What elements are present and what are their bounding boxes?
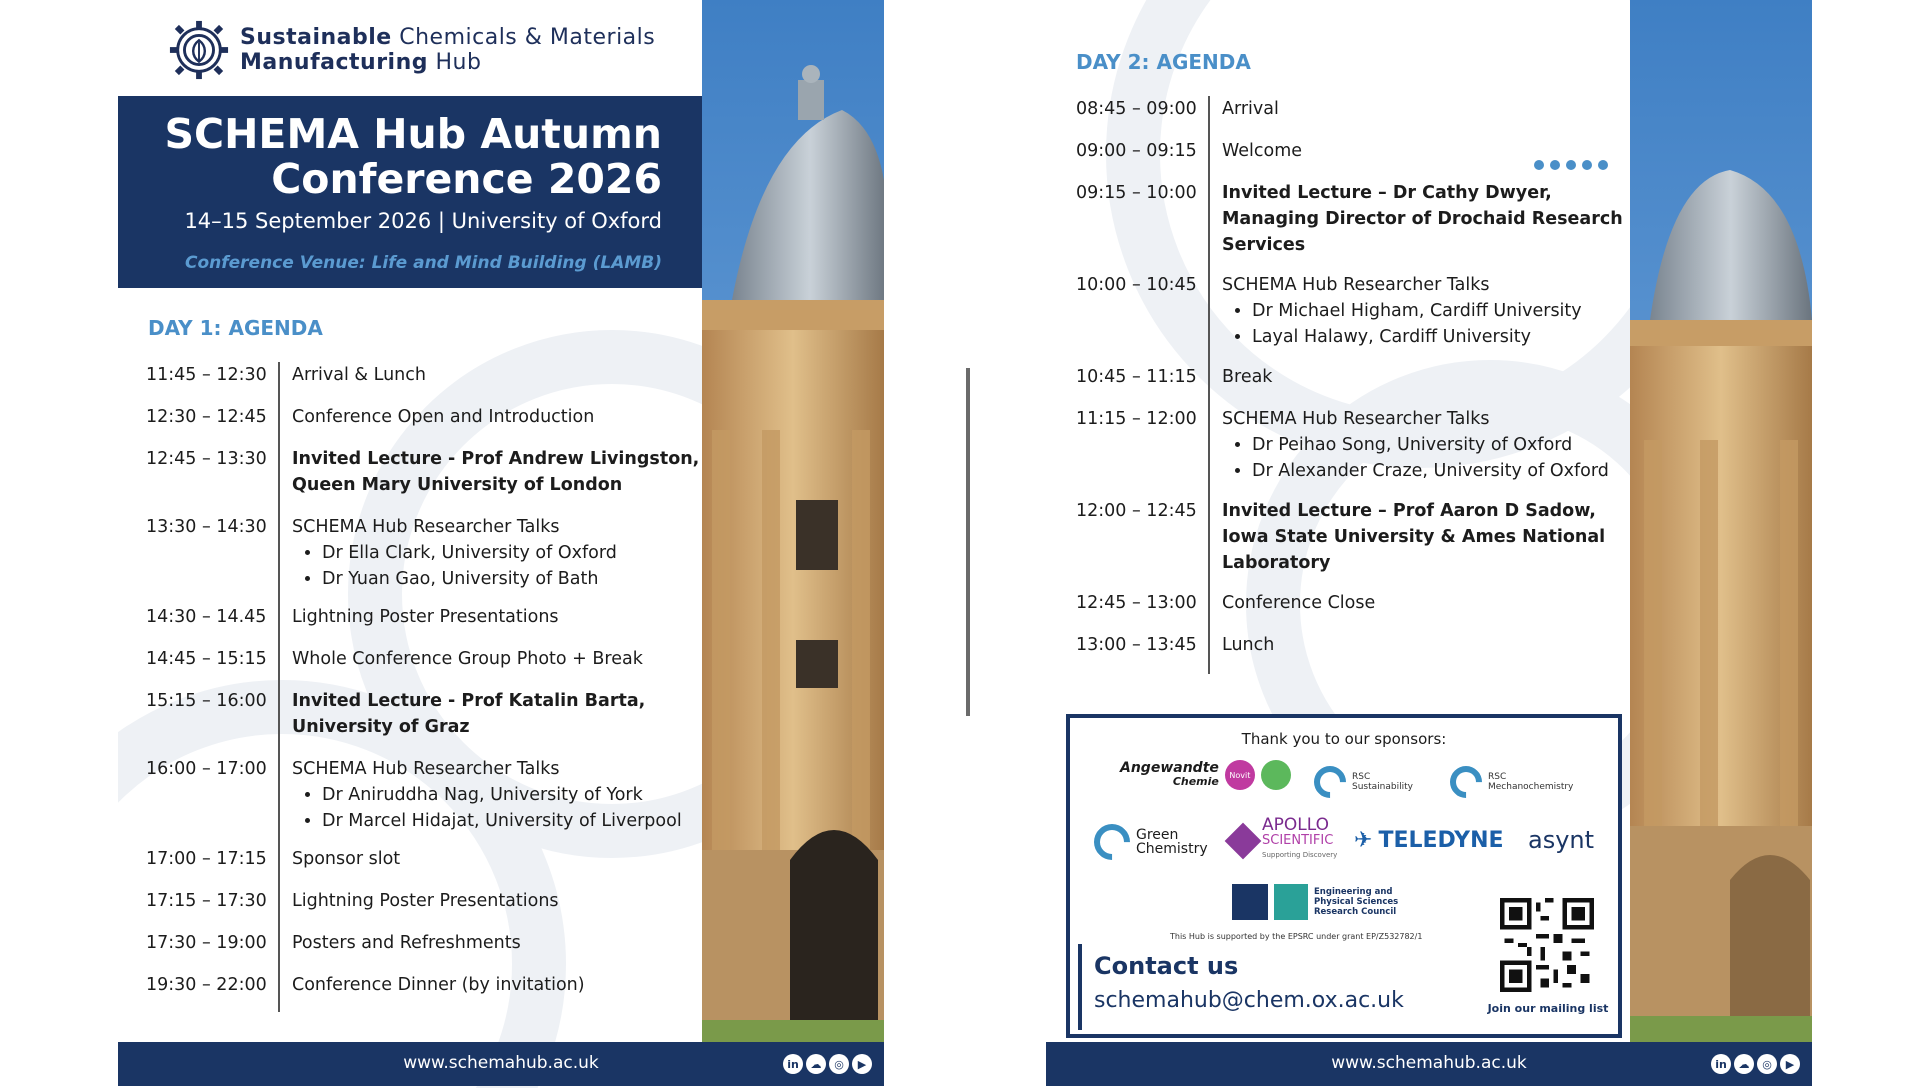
agenda-description-line: Lightning Poster Presentations bbox=[292, 891, 559, 911]
agenda-description-line: Conference Dinner (by invitation) bbox=[292, 975, 585, 995]
agenda-description bbox=[1222, 272, 1582, 350]
agenda-description-line: SCHEMA Hub Researcher Talks bbox=[292, 759, 560, 779]
agenda-time: 17:00 – 17:15 bbox=[146, 849, 267, 869]
agenda-description bbox=[292, 604, 559, 630]
agenda-time: 11:15 – 12:00 bbox=[1076, 409, 1197, 429]
instagram-icon[interactable]: ◎ bbox=[829, 1054, 849, 1074]
bluesky-icon[interactable]: ☁ bbox=[806, 1054, 826, 1074]
agenda-description-line: University of Graz bbox=[292, 717, 470, 737]
agenda-page-day1 bbox=[118, 0, 884, 1088]
agenda-description-line: Whole Conference Group Photo + Break bbox=[292, 649, 643, 669]
hub-logo bbox=[168, 18, 655, 82]
green-chemistry-logo bbox=[1094, 824, 1208, 860]
footer-bar bbox=[118, 1042, 884, 1086]
agenda-time: 12:00 – 12:45 bbox=[1076, 501, 1197, 521]
logo-word: Research Council bbox=[1314, 907, 1397, 917]
social-links bbox=[783, 1054, 872, 1074]
speaker-item: • Dr Peihao Song, University of Oxford bbox=[1252, 432, 1609, 458]
epsrc-logo bbox=[1232, 884, 1398, 920]
rsc-mechanochemistry-logo bbox=[1450, 766, 1573, 798]
speaker-list bbox=[1222, 432, 1609, 484]
agenda-time: 19:30 – 22:00 bbox=[146, 975, 267, 995]
mailing-list-label[interactable]: Join our mailing list bbox=[1487, 1002, 1609, 1015]
agenda-time: 09:00 – 09:15 bbox=[1076, 141, 1197, 161]
agenda-time: 16:00 – 17:00 bbox=[146, 759, 267, 779]
logo-word: APOLLO bbox=[1262, 815, 1329, 835]
agenda-time: 12:45 – 13:00 bbox=[1076, 593, 1197, 613]
grant-statement: This Hub is supported by the EPSRC under grant EP/Z532782/1 bbox=[1170, 932, 1423, 941]
agenda-time: 12:45 – 13:30 bbox=[146, 449, 267, 469]
agenda-time: 10:00 – 10:45 bbox=[1076, 275, 1197, 295]
agenda-description-line: Lightning Poster Presentations bbox=[292, 607, 559, 627]
logo-word: RSC bbox=[1488, 772, 1507, 782]
radcliffe-camera-photo bbox=[1630, 0, 1812, 1042]
agenda-description-line: Arrival & Lunch bbox=[292, 365, 426, 385]
speaker-list bbox=[1222, 298, 1582, 350]
speaker-list bbox=[292, 782, 682, 834]
logo-word: Sustainable bbox=[240, 25, 392, 50]
agenda-description bbox=[292, 888, 559, 914]
agenda-time: 08:45 – 09:00 bbox=[1076, 99, 1197, 119]
agenda-time: 14:45 – 15:15 bbox=[146, 649, 267, 669]
logo-word: Chemistry bbox=[1136, 841, 1208, 857]
agenda-time: 13:00 – 13:45 bbox=[1076, 635, 1197, 655]
conference-dates: 14–15 September 2026 | University of Oxford bbox=[184, 209, 662, 233]
logo-word: Chemie bbox=[1172, 775, 1219, 788]
logo-word: Mechanochemistry bbox=[1488, 782, 1574, 792]
agenda-time: 10:45 – 11:15 bbox=[1076, 367, 1197, 387]
agenda-description bbox=[1222, 96, 1279, 122]
youtube-icon[interactable]: ▶ bbox=[852, 1054, 872, 1074]
agenda-description bbox=[292, 514, 617, 592]
contact-section bbox=[1078, 944, 1522, 1030]
agenda-description-line: SCHEMA Hub Researcher Talks bbox=[292, 517, 560, 537]
speaker-item: • Dr Ella Clark, University of Oxford bbox=[322, 540, 617, 566]
agenda-description-line: Managing Director of Drochaid Research bbox=[1222, 209, 1623, 229]
logo-word: asynt bbox=[1528, 826, 1595, 854]
badge-icon bbox=[1261, 760, 1291, 790]
logo-word: Supporting Discovery bbox=[1262, 851, 1338, 859]
agenda-description-line: Break bbox=[1222, 367, 1273, 387]
agenda-time: 17:30 – 19:00 bbox=[146, 933, 267, 953]
day1-heading: DAY 1: AGENDA bbox=[148, 316, 323, 340]
agenda-description bbox=[292, 404, 594, 430]
agenda-description bbox=[292, 846, 400, 872]
agenda-description-line: Arrival bbox=[1222, 99, 1279, 119]
speaker-item: • Dr Michael Higham, Cardiff University bbox=[1252, 298, 1582, 324]
agenda-description bbox=[292, 446, 699, 498]
agenda-time: 13:30 – 14:30 bbox=[146, 517, 267, 537]
logo-word: Chemicals & Materials bbox=[391, 25, 656, 50]
agenda-description-line: Welcome bbox=[1222, 141, 1303, 161]
agenda-description bbox=[1222, 138, 1302, 164]
agenda-description-line: Sponsor slot bbox=[292, 849, 401, 869]
agenda-description-line: Conference Open and Introduction bbox=[292, 407, 595, 427]
agenda-description-line: Conference Close bbox=[1222, 593, 1376, 613]
agenda-description-line: Iowa State University & Ames National bbox=[1222, 527, 1606, 547]
contact-heading: Contact us bbox=[1094, 952, 1239, 980]
conference-title-banner bbox=[118, 96, 702, 288]
contact-email[interactable]: schemahub@chem.ox.ac.uk bbox=[1094, 988, 1404, 1013]
conference-title bbox=[165, 112, 663, 202]
agenda-description bbox=[292, 688, 645, 740]
agenda-description-line: Services bbox=[1222, 235, 1306, 255]
agenda-description-line: SCHEMA Hub Researcher Talks bbox=[1222, 409, 1490, 429]
mailing-list-qr-code[interactable] bbox=[1500, 898, 1594, 992]
agenda-description bbox=[1222, 590, 1375, 616]
website-link[interactable]: www.schemahub.ac.uk bbox=[403, 1053, 599, 1073]
agenda-time: 14:30 – 14.45 bbox=[146, 607, 267, 627]
angewandte-logo bbox=[1120, 760, 1291, 790]
agenda-divider bbox=[278, 362, 280, 1012]
agenda-description bbox=[1222, 406, 1609, 484]
conference-venue: Conference Venue: Life and Mind Building (LAMB) bbox=[184, 253, 662, 273]
agenda-description-line: Lunch bbox=[1222, 635, 1275, 655]
speaker-item: • Dr Aniruddha Nag, University of York bbox=[322, 782, 682, 808]
social-links bbox=[1711, 1054, 1800, 1074]
agenda-description bbox=[292, 972, 585, 998]
youtube-icon[interactable]: ▶ bbox=[1780, 1054, 1800, 1074]
agenda-description bbox=[292, 756, 682, 834]
title-line: Conference 2026 bbox=[271, 155, 662, 203]
speaker-item: • Dr Yuan Gao, University of Bath bbox=[322, 566, 617, 592]
agenda-description-line: Queen Mary University of London bbox=[292, 475, 623, 495]
agenda-description-line: Invited Lecture – Dr Cathy Dwyer, bbox=[1222, 183, 1552, 203]
agenda-description-line: Laboratory bbox=[1222, 553, 1331, 573]
logo-word: Physical Sciences bbox=[1314, 897, 1399, 907]
logo-word: RSC bbox=[1352, 772, 1371, 782]
logo-word: Sustainability bbox=[1352, 782, 1413, 792]
agenda-description bbox=[1222, 364, 1272, 390]
agenda-time: 11:45 – 12:30 bbox=[146, 365, 267, 385]
day1-agenda bbox=[146, 362, 706, 1012]
agenda-time: 17:15 – 17:30 bbox=[146, 891, 267, 911]
logo-word: Hub bbox=[428, 50, 482, 75]
speaker-list bbox=[292, 540, 617, 592]
website-link[interactable]: www.schemahub.ac.uk bbox=[1331, 1053, 1527, 1073]
asynt-logo bbox=[1528, 826, 1594, 854]
agenda-time: 15:15 – 16:00 bbox=[146, 691, 267, 711]
day2-heading: DAY 2: AGENDA bbox=[1076, 50, 1251, 74]
logo-word: Manufacturing bbox=[240, 50, 428, 75]
logo-word: Angewandte bbox=[1120, 760, 1219, 776]
sponsor-panel bbox=[1066, 714, 1622, 1038]
nova-badge: Novit bbox=[1225, 760, 1255, 790]
agenda-page-day2 bbox=[1046, 0, 1812, 1088]
agenda-description bbox=[1222, 498, 1605, 576]
speaker-item: • Dr Alexander Craze, University of Oxford bbox=[1252, 458, 1609, 484]
agenda-time: 12:30 – 12:45 bbox=[146, 407, 267, 427]
agenda-description-line: Invited Lecture - Prof Katalin Barta, bbox=[292, 691, 646, 711]
agenda-description-line: Posters and Refreshments bbox=[292, 933, 521, 953]
sponsor-heading: Thank you to our sponsors: bbox=[1241, 730, 1447, 748]
day2-agenda bbox=[1076, 96, 1636, 674]
rsc-sustainability-logo bbox=[1314, 766, 1413, 798]
agenda-description-line: SCHEMA Hub Researcher Talks bbox=[1222, 275, 1490, 295]
teledyne-logo: ✈ TELEDYNE bbox=[1354, 828, 1504, 853]
agenda-description-line: Invited Lecture – Prof Aaron D Sadow, bbox=[1222, 501, 1596, 521]
agenda-description-line: Invited Lecture - Prof Andrew Livingston, bbox=[292, 449, 700, 469]
agenda-time: 09:15 – 10:00 bbox=[1076, 183, 1197, 203]
speaker-item: • Layal Halawy, Cardiff University bbox=[1252, 324, 1582, 350]
agenda-description bbox=[292, 362, 426, 388]
instagram-icon[interactable]: ◎ bbox=[1757, 1054, 1777, 1074]
agenda-description bbox=[1222, 180, 1623, 258]
logo-word: SCIENTIFIC bbox=[1262, 833, 1334, 848]
linkedin-icon[interactable]: in bbox=[783, 1054, 803, 1074]
agenda-divider bbox=[1208, 96, 1210, 674]
apollo-scientific-logo bbox=[1230, 815, 1338, 863]
title-line: SCHEMA Hub Autumn bbox=[164, 110, 662, 158]
radcliffe-camera-photo bbox=[702, 0, 884, 1042]
footer-bar bbox=[1046, 1042, 1812, 1086]
bluesky-icon[interactable]: ☁ bbox=[1734, 1054, 1754, 1074]
gear-leaf-icon bbox=[168, 19, 230, 81]
agenda-description bbox=[1222, 632, 1274, 658]
speaker-item: • Dr Marcel Hidajat, University of Liverpool bbox=[322, 808, 682, 834]
logo-word: Engineering and bbox=[1314, 887, 1393, 897]
page-separator bbox=[966, 368, 970, 716]
agenda-description bbox=[292, 930, 521, 956]
logo-word: Green bbox=[1136, 827, 1179, 843]
agenda-description bbox=[292, 646, 643, 672]
logo-word: TELEDYNE bbox=[1378, 828, 1504, 853]
linkedin-icon[interactable]: in bbox=[1711, 1054, 1731, 1074]
